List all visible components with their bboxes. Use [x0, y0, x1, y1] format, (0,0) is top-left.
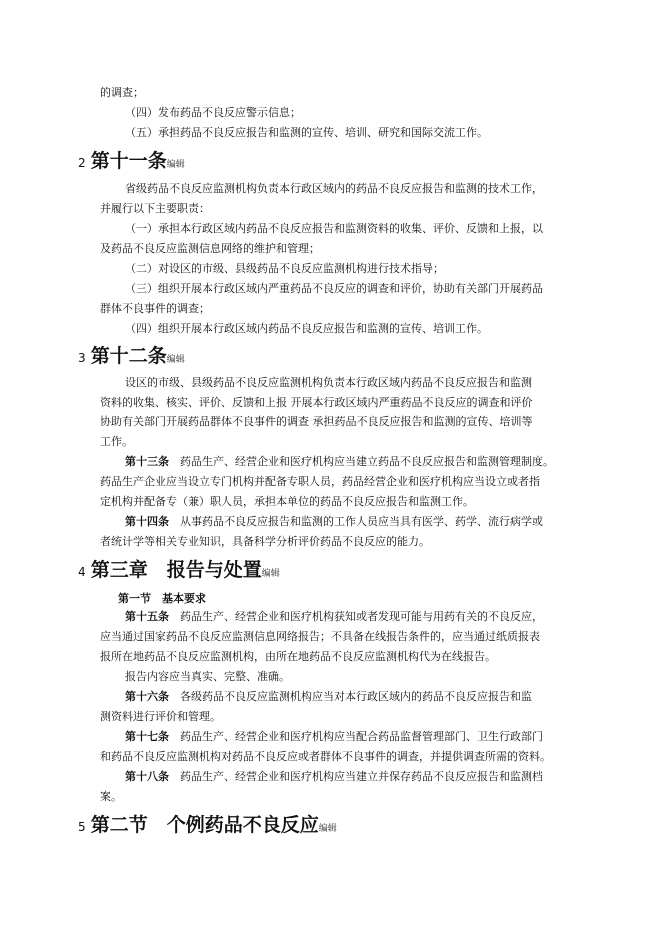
heading-title: 第二节 个例药品不良反应 — [90, 814, 319, 836]
edit-link[interactable]: 编辑 — [166, 355, 185, 365]
article-text: 药品生产、经营企业和医疗机构应当建立药品不良反应报告和监测管理制度。 — [180, 455, 554, 468]
text-line: 省级药品不良反应监测机构负责本行政区域内的药品不良反应报告和监测的技术工作， — [125, 182, 543, 195]
heading-number: 5 — [78, 820, 86, 834]
text-line: 和药品不良反应监测机构对药品不良反应或者群体不良事件的调查，并提供调查所需的资料。 — [100, 750, 551, 763]
article-text: 药品生产、经营企业和医疗机构应当建立并保存药品不良反应报告和监测档 — [180, 770, 543, 783]
text-line: （一）承担本行政区域内药品不良反应报告和监测资料的收集、评价、反馈和上报，以 — [125, 222, 543, 235]
article-title: 第十六条 — [125, 690, 169, 703]
article-title: 第十八条 — [125, 770, 169, 783]
subsection-title: 第一节 基本要求 — [118, 592, 206, 605]
article-title: 第十七条 — [125, 730, 169, 743]
heading-title: 第十二条 — [90, 345, 167, 367]
article-title: 第十四条 — [125, 515, 169, 528]
text-line: （三）组织开展本行政区域内严重药品不良反应的调查和评价，协助有关部门开展药品 — [125, 282, 543, 295]
text-line: 者统计学等相关专业知识，具备科学分析评价药品不良反应的能力。 — [100, 535, 430, 548]
section-heading — [78, 810, 337, 837]
article-line — [125, 515, 543, 529]
text-line: 报告内容应当真实、完整、准确。 — [125, 670, 290, 683]
article-text: 从事药品不良反应报告和监测的工作人员应当具有医学、药学、流行病学或 — [180, 515, 543, 528]
text-line: 报所在地药品不良反应监测机构，由所在地药品不良反应监测机构代为在线报告。 — [100, 650, 496, 663]
text-line: 的调查； — [100, 86, 144, 99]
heading-title: 第三章 报告与处置 — [90, 559, 262, 581]
text-line: 定机构并配备专（兼）职人员，承担本单位的药品不良反应报告和监测工作。 — [100, 495, 474, 508]
text-line: （二）对设区的市级、县级药品不良反应监测机构进行技术指导； — [125, 262, 444, 275]
text-line: 群体不良事件的调查； — [100, 302, 210, 315]
heading-number: 4 — [78, 565, 86, 579]
article-text: 各级药品不良反应监测机构应当对本行政区域内的药品不良反应报告和监 — [180, 690, 532, 703]
text-line: 协助有关部门开展药品群体不良事件的调查 承担药品不良反应报告和监测的宣传、培训等 — [100, 415, 533, 428]
text-line: 药品生产企业应当设立专门机构并配备专职人员，药品经营企业和医疗机构应当设立或者指 — [100, 475, 540, 488]
text-line: 应当通过国家药品不良反应监测信息网络报告；不具备在线报告条件的，应当通过纸质报表 — [100, 630, 540, 643]
heading-number: 2 — [78, 156, 86, 170]
text-line: 并履行以下主要职责： — [100, 202, 210, 215]
text-line: 测资料进行评价和管理。 — [100, 710, 221, 723]
text-line: 资料的收集、核实、评价、反馈和上报 开展本行政区域内严重药品不良反应的调查和评价 — [100, 396, 533, 409]
article-line — [125, 690, 532, 704]
heading-number: 3 — [78, 351, 86, 365]
text-line: 设区的市级、县级药品不良反应监测机构负责本行政区域内药品不良反应报告和监测 — [125, 376, 532, 389]
article-text: 药品生产、经营企业和医疗机构应当配合药品监督管理部门、卫生行政部门 — [180, 730, 543, 743]
edit-link[interactable]: 编辑 — [261, 569, 280, 579]
article-line — [125, 455, 554, 469]
text-line: （四）组织开展本行政区域内药品不良反应报告和监测的宣传、培训工作。 — [125, 322, 488, 335]
heading-title: 第十一条 — [90, 150, 167, 172]
edit-link[interactable]: 编辑 — [166, 160, 185, 170]
text-line: （五）承担药品不良反应报告和监测的宣传、培训、研究和国际交流工作。 — [125, 126, 488, 139]
article-line — [125, 610, 543, 624]
section-heading — [78, 341, 185, 368]
article-title: 第十三条 — [125, 455, 169, 468]
text-line: （四）发布药品不良反应警示信息； — [125, 106, 301, 119]
text-line: 及药品不良反应监测信息网络的维护和管理； — [100, 242, 320, 255]
article-line — [125, 730, 543, 744]
article-title: 第十五条 — [125, 610, 169, 623]
article-line — [125, 770, 543, 784]
chapter-heading — [78, 555, 280, 582]
edit-link[interactable]: 编辑 — [318, 824, 337, 834]
article-text: 药品生产、经营企业和医疗机构获知或者发现可能与用药有关的不良反应， — [180, 610, 543, 623]
text-line: 案。 — [100, 790, 122, 803]
text-line: 工作。 — [100, 435, 133, 448]
section-heading — [78, 146, 185, 173]
